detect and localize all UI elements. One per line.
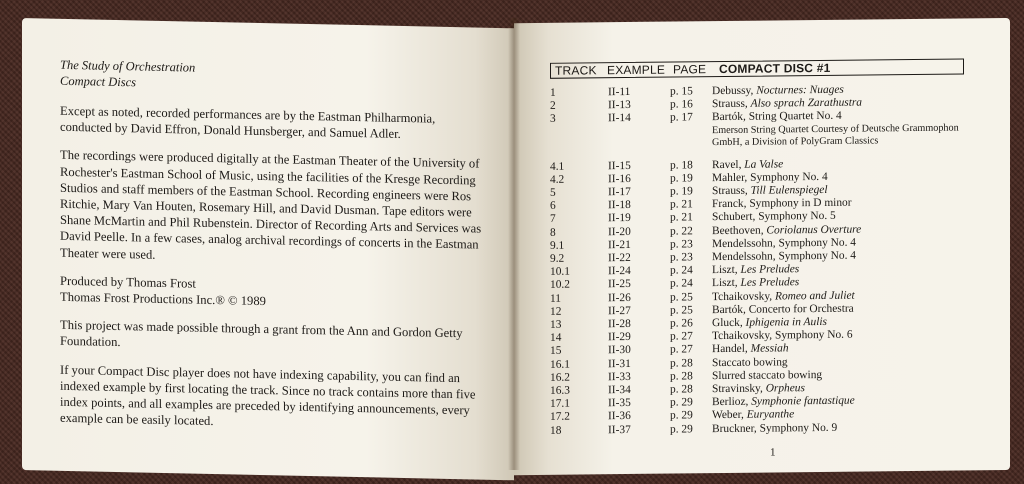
example-number: II-19 <box>608 212 631 225</box>
work-title: Iphigenia in Aulis <box>745 315 827 329</box>
composer-name: Stravinsky, <box>712 382 766 396</box>
page-ref: p. 29 <box>670 409 693 423</box>
example-number: II-34 <box>608 384 631 397</box>
composer-name: Schubert, <box>712 211 759 224</box>
work-title: Slurred staccato bowing <box>712 368 823 382</box>
work-title: Messiah <box>750 342 789 356</box>
composer-name: Berlioz, <box>712 395 752 409</box>
track-number: 3 <box>550 113 556 126</box>
composer-name: Mendelssohn, <box>712 250 779 264</box>
work-title: Les Preludes <box>740 276 800 290</box>
example-number: II-16 <box>608 172 631 186</box>
track-list <box>550 82 980 437</box>
page-ref: p. 27 <box>670 343 693 357</box>
track-number: 16.3 <box>550 384 570 397</box>
composer-name: Bruckner, <box>712 422 760 435</box>
work-title: Also sprach Zarathustra <box>750 96 863 110</box>
composer-name: Strauss, <box>712 184 751 198</box>
work-title: Symphony No. 4 <box>778 249 856 263</box>
track-number: 7 <box>550 213 556 226</box>
example-number: II-22 <box>608 252 631 265</box>
composer-name: Tchaikovsky, <box>712 290 775 303</box>
recording-paragraph: The recordings were produced digitally at the Eastman Theater of the University of Rochester's Eastman School of Music, using the facilities of the Kresge Recording Studios and staff members of the Eastman School. Recording engineers were Ros Ritchie, Mary Van Houten, Rosemary Hill, and David Dusman. Tape editors were Shane McMartin and Phil Rubenstein. Director of Recording Arts and Services was David Peelle. In a few cases, analog archival recordings of concerts in the Eastman Theater were used. <box>60 148 482 262</box>
example-number: II-13 <box>608 99 631 112</box>
page-ref: p. 26 <box>670 317 693 330</box>
work-title: La Valse <box>744 157 784 171</box>
header-example: EXAMPLE <box>607 62 666 78</box>
work-title: Romeo and Juliet <box>775 289 855 303</box>
track-number: 18 <box>550 424 562 437</box>
composer-name: Franck, <box>712 197 750 211</box>
composer-name: Weber, <box>712 409 747 422</box>
page-ref: p. 25 <box>670 290 693 304</box>
example-number: II-11 <box>608 85 631 99</box>
example-number: II-26 <box>608 291 631 304</box>
example-number: II-35 <box>608 397 631 410</box>
work-title: Symphony No. 4 <box>778 236 856 250</box>
track-number: 10.1 <box>550 265 570 279</box>
booklet-subtitle: Compact Discs <box>60 73 137 90</box>
work-title: Nocturnes: Nuages <box>756 83 844 97</box>
composer-name: Tchaikovsky, <box>712 329 775 343</box>
indexing-paragraph: If your Compact Disc player does not have indexing capability, you can find an indexed example by first locating the track. Since no track contains more than five index points, and all examples are preceded by identifying announcements, every example can be easily located. <box>60 362 476 429</box>
example-number: II-27 <box>608 304 631 318</box>
work-title: Till Eulenspiegel <box>750 183 828 197</box>
track-number: 16.2 <box>550 371 570 384</box>
work-title: Concerto for Orchestra <box>748 302 854 316</box>
header-track: TRACK <box>555 63 597 78</box>
track-number: 8 <box>550 226 556 239</box>
composer-name: Mendelssohn, <box>712 237 779 250</box>
page-ref: p. 15 <box>670 85 693 98</box>
work-title: Symphony No. 9 <box>759 421 838 435</box>
page-ref: p. 21 <box>670 211 693 224</box>
work-title: Orpheus <box>765 382 805 395</box>
header-page: PAGE <box>673 62 707 77</box>
track-number: 2 <box>550 99 556 113</box>
page-ref: p. 23 <box>670 251 693 264</box>
track-number: 17.1 <box>550 397 570 411</box>
work-cell <box>712 109 972 149</box>
page-ref: p. 17 <box>670 111 693 124</box>
booklet-title: The Study of Orchestration <box>60 57 196 75</box>
track-number: 5 <box>550 186 556 199</box>
work-title: String Quartet No. 4 <box>748 110 842 124</box>
example-number: II-25 <box>608 278 631 291</box>
copyright-line: Thomas Frost Productions Inc.® © 1989 <box>60 289 266 309</box>
track-number: 16.1 <box>550 358 570 371</box>
page-ref: p. 28 <box>670 383 693 396</box>
grant-paragraph: This project was made possible through a grant from the Ann and Gordon Getty Foundation. <box>60 318 463 350</box>
track-number: 10.2 <box>550 279 570 292</box>
work-title: Symphony No. 5 <box>758 210 836 224</box>
track-number: 15 <box>550 345 562 358</box>
example-number: II-15 <box>608 159 631 172</box>
composer-name: Strauss, <box>712 97 751 111</box>
example-number: II-28 <box>608 318 631 331</box>
example-number: II-14 <box>608 112 631 125</box>
composer-name: Debussy, <box>712 84 757 98</box>
page-number: 1 <box>770 446 776 459</box>
track-list-header <box>550 58 964 78</box>
example-number: II-21 <box>608 238 631 252</box>
track-number: 1 <box>550 86 556 99</box>
example-number: II-33 <box>608 370 631 384</box>
example-number: II-29 <box>608 331 631 344</box>
composer-name: Beethoven, <box>712 224 767 237</box>
table-row <box>550 109 980 151</box>
page-ref: p. 23 <box>670 238 693 251</box>
page-ref: p. 18 <box>670 158 693 172</box>
track-number: 13 <box>550 318 562 331</box>
page-ref: p. 27 <box>670 330 693 343</box>
track-number: 14 <box>550 331 562 345</box>
performer-note: Emerson String Quartet Courtesy of Deutsche Grammophon GmbH, a Division of PolyGram Classics <box>712 122 959 148</box>
page-ref: p. 19 <box>670 172 693 185</box>
produced-by: Produced by Thomas Frost <box>60 273 196 291</box>
right-page <box>514 18 1010 475</box>
page-ref: p. 29 <box>670 396 693 409</box>
work-title: Symphony in D minor <box>749 196 852 210</box>
composer-name: Ravel, <box>712 158 745 171</box>
work-title: Symphony No. 6 <box>775 328 853 342</box>
page-ref: p. 25 <box>670 304 693 317</box>
track-number: 4.1 <box>550 160 565 173</box>
work-title: Symphony No. 4 <box>750 170 828 184</box>
track-number: 9.1 <box>550 239 565 252</box>
composer-name: Gluck, <box>712 316 746 330</box>
work-title: Euryanthe <box>746 408 795 422</box>
work-cell <box>712 420 972 436</box>
page-ref: p. 22 <box>670 224 693 238</box>
work-title: Staccato bowing <box>712 355 788 369</box>
composer-name: Mahler, <box>712 171 751 184</box>
composer-name: Bartók, <box>712 303 749 316</box>
booklet-spine <box>508 18 520 470</box>
page-ref: p. 24 <box>670 277 693 290</box>
composer-name: Liszt, <box>712 277 741 290</box>
page-ref: p. 28 <box>670 370 693 383</box>
work-title: Coriolanus Overture <box>766 223 862 237</box>
track-number: 4.2 <box>550 173 565 186</box>
work-title: Les Preludes <box>740 263 800 277</box>
example-number: II-24 <box>608 265 631 278</box>
work-title: Symphonie fantastique <box>751 394 855 408</box>
left-page <box>22 18 514 480</box>
track-number: 12 <box>550 305 562 318</box>
track-number: 11 <box>550 292 561 305</box>
example-number: II-20 <box>608 225 631 238</box>
example-number: II-36 <box>608 410 631 423</box>
example-number: II-37 <box>608 423 631 436</box>
track-number: 9.2 <box>550 252 565 265</box>
example-number: II-17 <box>608 185 631 199</box>
page-ref: p. 19 <box>670 185 693 198</box>
intro-paragraph: Except as noted, recorded performances are by the Eastman Philharmonia, conducted by David Effron, Donald Hunsberger, and Samuel Adler. <box>60 103 436 142</box>
track-number: 6 <box>550 199 556 213</box>
page-ref: p. 16 <box>670 98 693 111</box>
page-ref: p. 29 <box>670 422 693 436</box>
composer-name: Liszt, <box>712 264 741 277</box>
booklet <box>22 18 1010 470</box>
page-ref: p. 28 <box>670 356 693 370</box>
example-number: II-18 <box>608 199 631 212</box>
composer-name: Bartók, <box>712 111 749 124</box>
page-ref: p. 21 <box>670 198 693 211</box>
example-number: II-30 <box>608 344 631 357</box>
composer-name: Handel, <box>712 343 751 356</box>
example-number: II-31 <box>608 357 631 370</box>
header-disc-title: COMPACT DISC #1 <box>719 60 831 77</box>
track-number: 17.2 <box>550 411 570 424</box>
page-ref: p. 24 <box>670 264 693 277</box>
